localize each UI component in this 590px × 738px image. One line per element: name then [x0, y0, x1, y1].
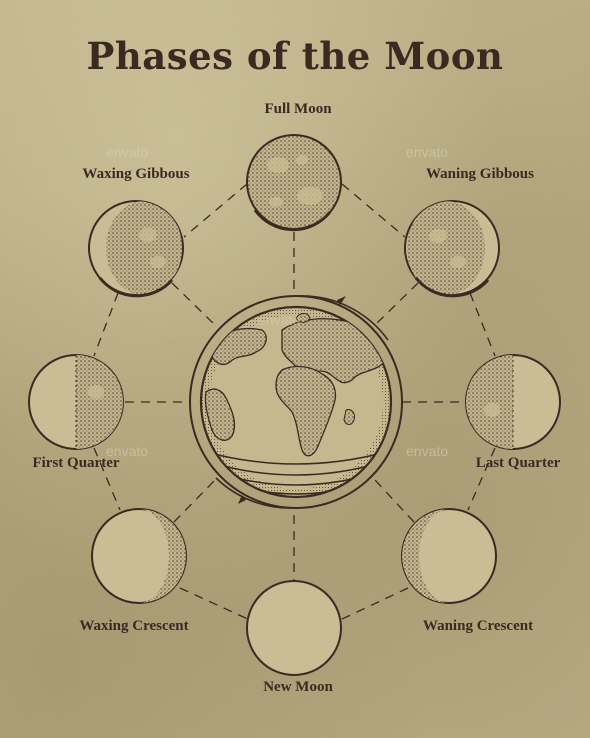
label-first-quarter: First Quarter: [32, 455, 120, 471]
full-moon: [247, 135, 341, 230]
new-moon: [247, 581, 341, 675]
waning-crescent-moon: [402, 509, 496, 603]
watermark-text: envato: [106, 144, 149, 160]
watermark-text: envato: [406, 144, 449, 160]
waning-gibbous-moon: [405, 201, 499, 296]
waxing-crescent-moon: [92, 509, 186, 603]
watermark-text: envato: [258, 312, 301, 328]
label-new-moon: New Moon: [263, 679, 333, 695]
label-waxing-crescent: Waxing Crescent: [79, 618, 189, 634]
watermark-text: envato: [106, 443, 149, 459]
label-waning-gibbous: Waning Gibbous: [426, 166, 534, 182]
label-waning-crescent: Waning Crescent: [422, 618, 534, 634]
label-last-quarter: Last Quarter: [475, 455, 561, 471]
last-quarter-moon: [466, 355, 560, 449]
waxing-gibbous-moon: [89, 201, 183, 296]
page-title: Phases of the Moon: [86, 34, 504, 78]
first-quarter-moon: [29, 355, 123, 449]
label-full-moon: Full Moon: [264, 101, 332, 117]
watermark-text: envato: [406, 443, 449, 459]
label-waxing-gibbous: Waxing Gibbous: [82, 166, 190, 182]
